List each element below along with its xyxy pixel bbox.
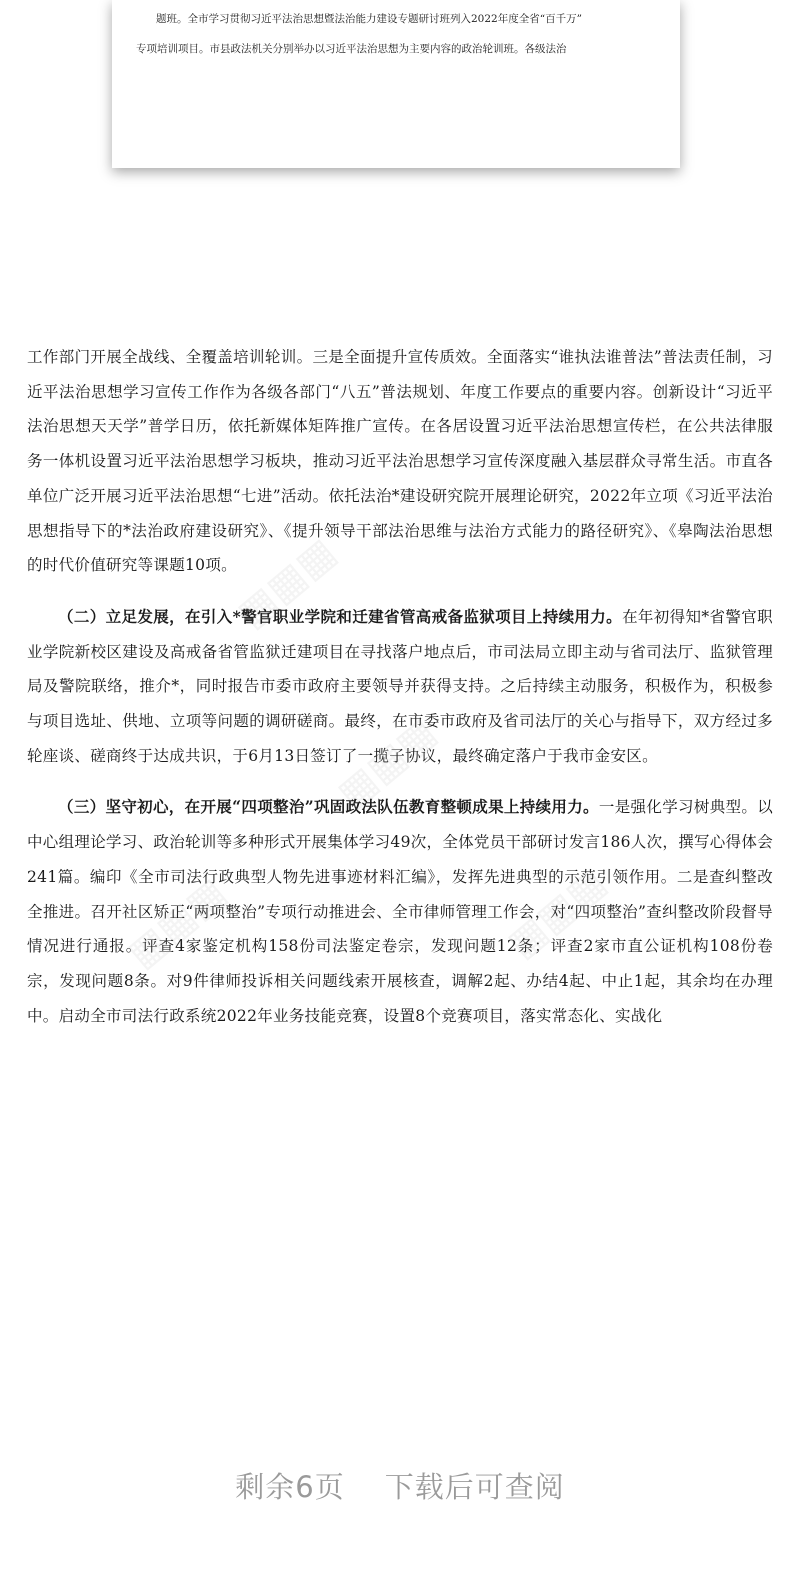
download-to-view-label[interactable]: 下载后可查阅 bbox=[384, 1470, 565, 1504]
paragraph-2-text: 在年初得知*省警官职业学院新校区建设及高戒备省管监狱迁建项目在寻找落户地点后，市司法局立即主动与省司法厅、监狱管理局及警院联络，推介*，同时报告市委市政府主要领导并获得支持。之后持续主动服务，积极作为，积极参与项目选址、供地、立项等问题的调研磋商。最终，在市委市政府及省司法厅的关心与指导下，双方经过多轮座谈、磋商终于达成共识，于6月13日签订了一揽子协议，最终确定落户于我市金安区。 bbox=[27, 607, 773, 765]
watermark-4: ▦▦▦ bbox=[498, 858, 615, 968]
paragraph-3-heading: （三）坚守初心，在开展“四项整治”巩固政法队伍教育整顿成果上持续用力。 bbox=[58, 797, 599, 817]
paragraph-2 bbox=[27, 600, 773, 774]
page-preview-card bbox=[112, 0, 680, 168]
paragraph-2-heading: （二）立足发展，在引入*警官职业学院和迁建省管高戒备监狱项目上持续用力。 bbox=[58, 606, 623, 626]
download-prompt[interactable] bbox=[0, 1465, 800, 1506]
paragraph-3-text: 一是强化学习树典型。以中心组理论学习、政治轮训等多种形式开展集体学习49次，全体党员干部研讨发言186人次，撰写心得体会241篇。编印《全市司法行政典型人物先进事迹材料汇编》，发挥先进典型的示范引领作用。二是查纠整改全推进。召开社区矫正“两项整治”专项行动推进会、全市律师管理工作会，对“四项整治”查纠整改阶段督导情况进行通报。评查4家鉴定机构158份司法鉴定卷宗，发现问题12条；评查2家市直公证机构108份卷宗，发现问题8条。对9件律师投诉相关问题线索开展核查，调解2起、办结4起、中止1起，其余均在办理中。启动全市司法行政系统2022年业务技能竞赛，设置8个竞赛项目，落实常态化、实战化 bbox=[27, 798, 774, 1025]
preview-line-2: 专项培训项目。市县政法机关分别举办以习近平法治思想为主要内容的政治轮训班。各级法治 bbox=[136, 43, 567, 55]
preview-line-1: 题班。全市学习贯彻习近平法治思想暨法治能力建设专题研讨班列入2022年度全省“百千万” bbox=[156, 13, 582, 25]
document-body bbox=[27, 340, 773, 1050]
watermark-2: ▦▦▦ bbox=[328, 708, 445, 818]
watermark-3: ▦▦▦ bbox=[118, 868, 235, 978]
remaining-pages-label[interactable]: 剩余6页 bbox=[235, 1470, 345, 1504]
watermark-1: ▦▦▦ bbox=[228, 528, 345, 638]
paragraph-3 bbox=[27, 790, 773, 1033]
paragraph-1: 工作部门开展全战线、全覆盖培训轮训。三是全面提升宣传质效。全面落实“谁执法谁普法”普法责任制，习近平法治思想学习宣传工作作为各级各部门“八五”普法规划、年度工作要点的重要内容。创新设计“习近平法治思想天天学”普学日历，依托新媒体矩阵推广宣传。在各居设置习近平法治思想宣传栏，在公共法律服务一体机设置习近平法治思想学习板块，推动习近平法治思想学习宣传深度融入基层群众寻常生活。市直各单位广泛开展习近平法治思想“七进”活动。依托法治*建设研究院开展理论研究，2022年立项《习近平法治思想指导下的*法治政府建设研究》、《提升领导干部法治思维与法治方式能力的路径研究》、《皋陶法治思想的时代价值研究等课题10项。 bbox=[27, 348, 773, 575]
